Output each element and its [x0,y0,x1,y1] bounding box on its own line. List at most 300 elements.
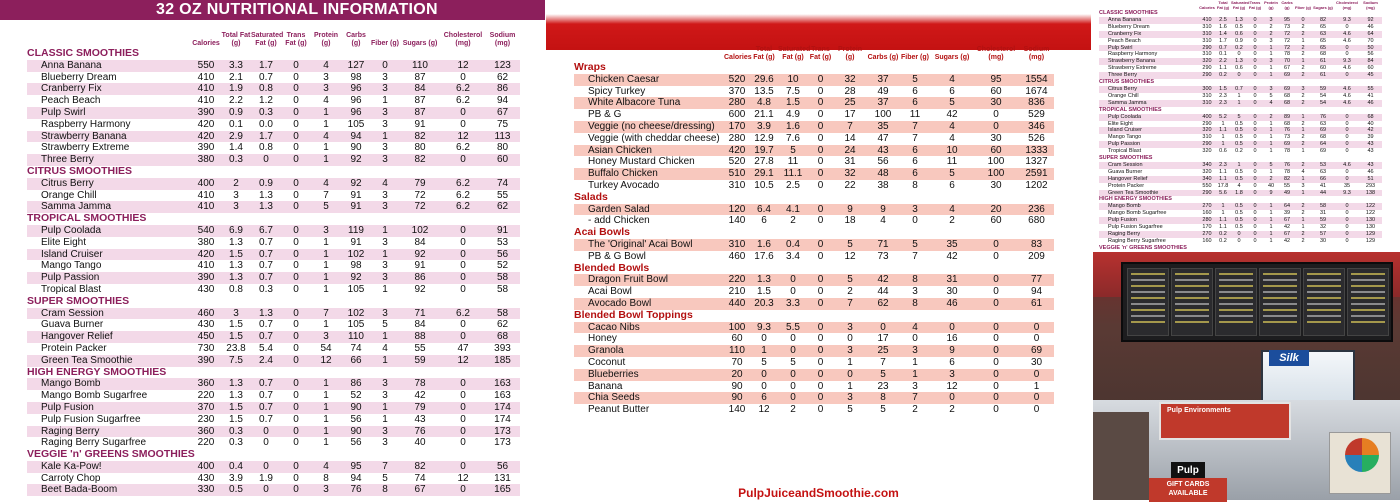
nutrient-value: 174 [494,413,511,425]
nutrient-value: 61 [1311,58,1335,65]
nutrient-value: 41 [1367,92,1374,99]
nutrient-value: 310 [728,179,746,191]
nutrient-value: 20 [724,369,750,381]
nutrient-value: 12 [441,131,485,143]
column-header: Protein (g) [837,46,863,61]
nutrient-value: 95 [341,461,371,473]
item-row [27,378,520,390]
nutrient-value: 0 [441,426,485,438]
nutrient-value: 110 [399,60,441,72]
nutrient-value: 5 [847,404,853,416]
nutrient-value: 0 [293,95,299,107]
nutrient-value: 0 [281,331,311,343]
nutrient-value: 86 [341,378,371,390]
nutrient-value: 30 [990,132,1002,144]
nutrient-value: 17.8 [1217,182,1229,189]
nutrient-value: 1.9 [259,472,273,484]
nutrient-value: 82 [399,154,441,166]
item-row [574,145,1054,157]
item-name: Guava Burner [41,319,104,331]
nutrient-value: 1 [323,283,329,295]
nutrient-value: 0 [790,333,796,345]
nutrient-value: 0 [1335,231,1359,238]
nutrient-value: 0 [460,390,466,402]
nutrient-value: 0 [1253,210,1257,217]
category-row [27,296,520,308]
nutrient-value: 1 [323,413,329,425]
nutrient-value: 6 [761,215,767,227]
silk-logo: Silk [1269,350,1309,366]
nutrient-value: 67 [1279,231,1295,238]
nutrient-value: 310 [1199,100,1215,107]
nutrient-value: 0 [912,215,918,227]
nutrient-value: 10 [931,145,973,157]
column-header: Trans Fat (g) [809,46,832,61]
category-label: TROPICAL SMOOTHIES [27,212,147,225]
nutrient-value: 0 [1019,369,1054,381]
nutrient-value: 129 [1359,231,1382,238]
nutrient-value: 0 [281,484,311,496]
item-name: Turkey Avocado [588,179,660,191]
nutrient-value: 67 [1283,65,1291,72]
nutrient-value: 63 [1319,168,1327,175]
nutrient-value: 60 [990,85,1002,97]
nutrient-value: 2 [1263,176,1279,183]
nutrient-value: 71 [399,308,441,320]
nutrient-value: 30 [1030,356,1043,368]
nutrient-value: 0 [1253,134,1257,141]
nutrient-value: 4.6 [1335,31,1359,38]
nutrient-value: 0 [293,118,299,130]
nutrient-value: 17 [877,333,889,345]
nutrient-value: 2 [949,404,955,416]
nutrient-value: 0 [817,109,824,121]
nutrient-value: 3 [382,189,388,201]
nutrient-value: 3 [833,392,867,404]
nutrient-value: 1 [311,402,341,414]
nutrient-value: 1 [1231,100,1247,107]
nutrient-value: 0 [441,154,485,166]
item-row [27,461,520,473]
nutrient-value: 12 [844,250,856,262]
nutrient-value: 2 [1301,51,1305,58]
nutrient-value: 0.5 [1231,217,1247,224]
nutrient-value: 4.8 [750,97,778,109]
item-row [27,249,520,261]
nutrient-value: 220 [197,390,215,402]
nutrient-value: 0 [817,156,824,168]
item-name: Guava Burner [1108,168,1143,175]
nutrient-value: 310 [1199,31,1215,38]
nutrient-value: 28 [844,85,856,97]
item-row [574,357,1054,369]
nutrient-value: 55 [414,342,426,354]
nutrient-value: 0 [1335,217,1359,224]
red-header-bar [546,0,1091,50]
nutrient-value: 10.5 [754,179,774,191]
nutrient-value: 82 [1311,17,1335,24]
item-row [574,180,1054,192]
nutrient-value: 290 [1199,190,1215,197]
nutrient-value: 0 [281,201,311,213]
nutrient-value: 105 [347,118,365,130]
nutrient-value: 49 [877,85,889,97]
nutrient-value: 31 [1319,210,1327,217]
nutrient-value: 90 [341,402,371,414]
nutrient-value: 12 [441,60,485,72]
category-row [1099,79,1382,86]
nutrient-value: 3.4 [786,250,800,262]
category-row [27,166,520,178]
nutrient-value: 170 [724,121,750,133]
nutrient-value: 400 [191,178,221,190]
nutrient-value: 0.2 [1231,45,1247,52]
column-header: Trans Fat (g) [285,32,307,47]
item-name: Pulp Swirl [27,107,191,119]
nutrient-value: 1 [1221,134,1225,141]
nutrient-value: 42 [1283,224,1291,231]
item-name: Mango Bomb [1099,203,1199,210]
nutrient-value: 0.5 [221,484,251,496]
nutrient-value: 63 [1319,120,1327,127]
nutrient-value: 0 [817,404,824,416]
nutrient-value: 62 [496,319,509,331]
nutrient-value: 0 [1033,333,1040,345]
nutrient-value: 0 [808,145,833,157]
nutrient-value: 56 [350,413,362,425]
item-row [27,95,520,107]
nutrient-value: 2 [949,215,955,227]
item-row [574,404,1054,416]
nutrient-value: 0 [790,286,796,298]
nutrient-value: 6 [899,97,931,109]
item-row [27,426,520,438]
item-row [1099,169,1382,176]
nutrient-value: 3 [382,71,388,83]
nutrient-value: 0 [293,236,299,248]
nutrient-value: 0 [441,461,485,473]
nutrient-value: 4.6 [1343,92,1351,99]
column-header: Carbs (g) [867,54,899,61]
item-name: Hangover Relief [27,331,191,343]
item-name: Acai Bowl [588,286,632,298]
nutrient-value: 61 [1311,72,1335,79]
nutrient-value: 76 [1311,114,1335,121]
nutrient-value: 64 [1279,203,1295,210]
nutrient-value: 2 [790,404,796,416]
nutrient-value: 41 [1319,182,1327,189]
nutrient-value: 1.6 [1219,23,1227,30]
item-name: Three Berry [27,154,191,166]
nutrient-value: 0 [973,274,1019,286]
nutrient-value: 0 [1033,404,1040,416]
category-row [27,367,520,379]
nutrient-value: 6.2 [441,308,485,320]
nutrient-value: 680 [1028,215,1045,227]
nutrient-value: 0 [1345,210,1349,217]
nutrient-value: 290 [1202,65,1212,72]
nutrient-value: 410 [197,260,215,272]
nutrient-value: 1 [323,437,329,449]
nutrient-value: 66 [1311,176,1335,183]
nutrient-value: 69 [1311,127,1335,134]
nutrient-value: 3 [311,331,341,343]
nutrient-value: 65 [1311,45,1335,52]
nutrient-value: 66 [341,355,371,367]
item-name: Blueberries [574,369,724,381]
nutrient-value: 0.5 [1235,120,1243,127]
nutrient-value: 0.5 [1235,23,1243,30]
nutrient-value: 3 [382,118,388,130]
item-row [27,190,520,202]
nutrient-value: 1.5 [221,331,251,343]
nutrient-value: 42 [946,250,958,262]
nutrient-value: 43 [1367,148,1374,155]
nutrient-value: 30 [946,286,958,298]
item-name: Cranberry Fix [1099,31,1199,38]
nutrient-value: 0 [1247,86,1263,93]
nutrient-value: 1.1 [1219,168,1227,175]
nutrient-value: 1 [1301,148,1305,155]
nutrient-value: 0 [441,107,485,119]
nutrient-value: 0 [281,131,311,143]
nutrient-value: 3 [371,107,399,119]
nutrient-value: 72 [1279,31,1295,38]
nutrient-value: 0 [790,380,796,392]
item-name: Samma Jamma [1099,100,1199,107]
nutrient-value: 1.3 [229,390,243,402]
nutrient-value: 9 [867,204,899,216]
item-name: Raging Berry Sugarfree [1108,237,1166,244]
nutrient-value: 1.3 [229,260,243,272]
nutrient-value: 9 [1263,190,1279,197]
nutrient-value: 1.5 [778,97,808,109]
nutrient-value: 56 [485,249,520,261]
nutrient-value: 0.5 [1235,168,1243,175]
nutrient-value: 2 [1295,100,1311,107]
nutrient-value: 0 [371,60,399,72]
nutrient-value: 730 [197,342,215,354]
nutrient-value: 5.4 [259,342,273,354]
nutrient-value: 75 [496,118,509,130]
item-row [27,414,520,426]
nutrient-value: 0 [1345,51,1349,58]
nutrient-value: 0 [808,369,833,381]
nutrient-value: 0.1 [1219,51,1227,58]
nutrient-value: 3 [1263,86,1279,93]
item-name: Island Cruiser [27,249,191,261]
nutrient-value: 83 [1019,239,1054,251]
nutrient-value: 3 [833,322,867,334]
nutrient-value: 69 [1279,141,1295,148]
nutrient-value: 70 [1279,58,1295,65]
item-row [1099,183,1382,190]
column-header: Calories [724,54,752,61]
nutrient-value: 8 [371,484,399,496]
nutrient-value: 46 [1367,23,1374,30]
nutrient-value: 2.5 [1215,17,1231,24]
nutrient-value: 3 [1301,182,1305,189]
category-row [574,62,1054,74]
nutrient-value: 330 [191,484,221,496]
item-name: Kale Ka-Pow! [27,461,191,473]
column-header: Fiber (g) [371,40,399,47]
item-row [27,484,520,496]
item-name: Citrus Berry [1099,86,1199,93]
nutrient-value: 1 [1263,203,1279,210]
nutrient-value: 0 [1247,217,1263,224]
category-label: TROPICAL SMOOTHIES [1099,106,1162,113]
nutrient-value: 0.7 [259,390,273,402]
category-row [574,192,1054,204]
nutrient-value: 42 [867,274,899,286]
nutrient-value: 60 [485,154,520,166]
nutrient-value: 129 [1365,237,1376,244]
nutrient-value: 0 [1019,392,1054,404]
nutrient-value: 122 [1365,210,1376,217]
nutrient-value: 0 [817,215,824,227]
nutrient-value: 0 [293,71,299,83]
nutrient-value: 3 [371,154,399,166]
nutrient-value: 43 [1359,141,1382,148]
nutrient-value: 0 [808,392,833,404]
category-label: HIGH ENERGY SMOOTHIES [27,365,167,378]
nutrient-value: 0.7 [251,402,281,414]
item-row [1099,58,1382,65]
nutrient-value: 185 [485,355,520,367]
menu-boards [1121,262,1393,342]
item-name: Honey [588,333,617,345]
nutrient-value: 0 [293,413,299,425]
item-name: Anna Banana [1099,17,1199,24]
nutrient-value: 54 [1319,92,1327,99]
item-name: Island Cruiser [1099,127,1199,134]
nutrient-value: 0 [1247,72,1263,79]
nutrient-value: 35 [867,121,899,133]
nutrient-value: 67 [399,484,441,496]
column-header: Carbs (g) [346,32,366,47]
column-header: Total Fat (g) [221,32,251,47]
nutrient-value: 0 [761,380,767,392]
column-header: Saturated Fat (g) [1231,0,1250,10]
nutrient-value: 0 [281,378,311,390]
nutrient-value: 1 [371,355,399,367]
item-row [1099,134,1382,141]
nutrient-value: 1 [371,402,399,414]
nutrient-value: 4 [371,178,399,190]
nutrient-value: 5 [867,369,899,381]
nutrient-value: 82 [399,461,441,473]
item-row [574,121,1054,133]
nutrient-value: 55 [1359,86,1382,93]
item-row [27,237,520,249]
nutrient-value: 91 [485,225,520,237]
nutrient-value: 92 [414,283,426,295]
nutrient-value: 1 [1295,58,1311,65]
nutrient-value: 1.5 [757,286,771,298]
nutrient-value: 57 [1311,231,1335,238]
item-row [574,298,1054,310]
item-row [1099,17,1382,24]
nutrient-value: 2 [1301,210,1305,217]
nutrient-value: 7.5 [786,85,800,97]
nutrient-value: 1 [912,356,918,368]
category-row [27,213,520,225]
nutrient-value: 65 [1319,37,1327,44]
column-header: Sugars (g) [934,54,970,61]
item-name: Protein Packer [1108,182,1145,189]
nutrient-value: 0 [281,178,311,190]
item-name: Raging Berry [27,426,191,438]
item-name: Mango Bomb [27,378,191,390]
nutrient-value: 3 [311,225,341,237]
nutrient-value: 1 [371,131,399,143]
nutrient-value: 2 [1295,203,1311,210]
nutrient-value: 0 [808,74,833,86]
nutrient-value: 0 [251,154,281,166]
nutrient-value: 91 [350,189,362,201]
nutrient-value: 1 [1215,141,1231,148]
nutrient-value: 0.5 [1231,141,1247,148]
nutrient-value: 2 [912,404,918,416]
nutrient-value: 2.3 [1215,100,1231,107]
nutrient-value: 3 [233,189,239,201]
nutrient-value: 1202 [1025,179,1048,191]
nutrient-value: 105 [347,319,365,331]
nutrient-value: 0 [973,239,1019,251]
nutrient-value: 0.3 [251,107,281,119]
nutrient-value: 0 [808,121,833,133]
nutrient-value: 1 [1215,203,1231,210]
nutrient-value: 94 [1030,286,1043,298]
item-name: Strawberry Banana [1099,58,1199,65]
item-name: Veggie (with cheddar cheese) [588,132,720,144]
nutrient-value: 0 [293,260,299,272]
column-header: Sodium (mg) [489,32,516,47]
item-name: PB & G Bowl [588,250,646,262]
item-row [27,131,520,143]
nutrient-value: 12.9 [754,132,774,144]
nutrient-value: 92 [341,178,371,190]
nutrient-value: 1.5 [221,402,251,414]
header-blank [574,46,724,62]
nutrient-value: 113 [485,131,520,143]
column-header: Saturated Fat (g) [251,32,284,47]
nutrient-value: 105 [347,283,365,295]
item-row [1099,231,1382,238]
nutrient-value: 1 [1269,168,1273,175]
nutrient-value: 131 [494,472,511,484]
category-label: Blended Bowls [574,261,650,274]
nutrient-value: 0.9 [221,107,251,119]
nutrient-value: 18 [844,215,856,227]
nutrient-value: 10 [778,74,808,86]
nutrient-value: 47 [877,132,889,144]
website-link[interactable]: PulpJuiceandSmoothie.com [738,486,899,500]
nutrient-value: 6 [912,156,918,168]
nutrient-value: 0 [1253,168,1257,175]
nutrient-value: 1 [1269,224,1273,231]
nutrient-value: 12 [946,380,958,392]
item-name: Cram Session [27,308,191,320]
nutrient-value: 460 [728,250,746,262]
nutrient-value: 3 [371,272,399,284]
nutrient-value: 77 [1019,274,1054,286]
nutrient-value: 0 [817,85,824,97]
nutrient-value: 1 [1269,134,1273,141]
nutrient-value: 43 [867,145,899,157]
nutrient-value: 52 [496,260,509,272]
